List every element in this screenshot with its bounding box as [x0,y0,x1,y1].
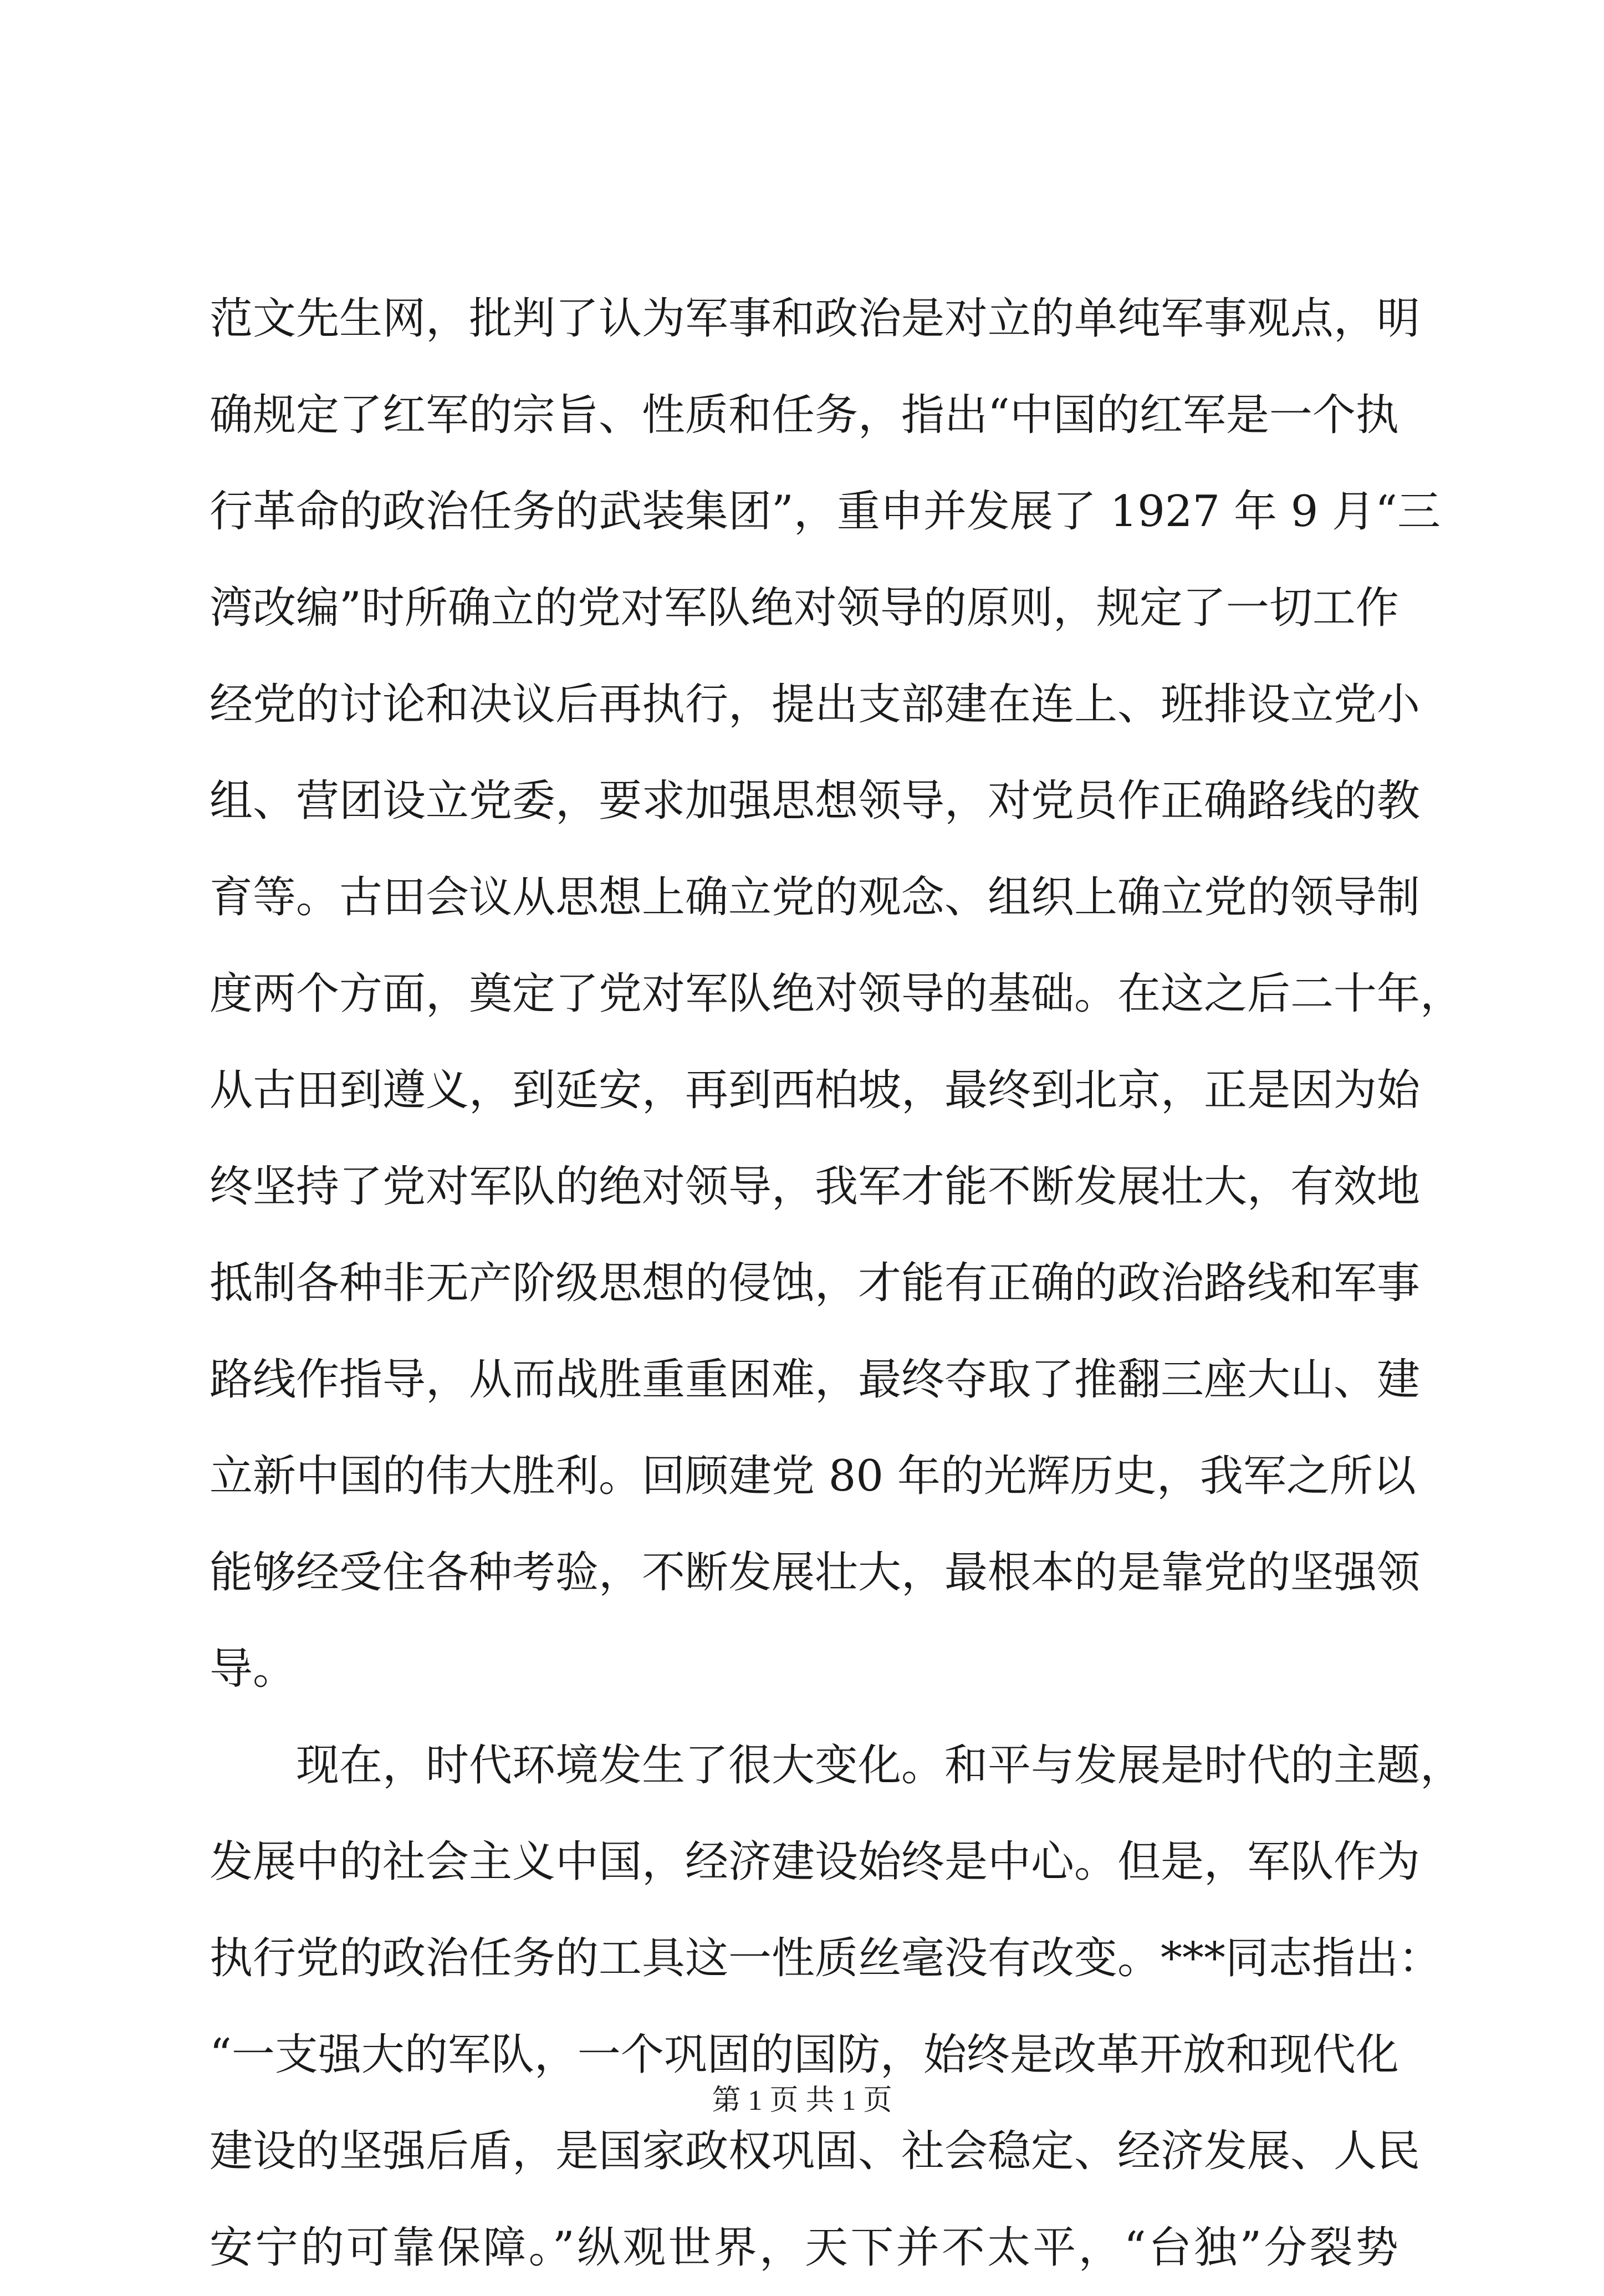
text-line: 确规定了红军的宗旨、性质和任务，指出“中国的红军是一个执 [210,390,1399,440]
text-line: 导。 [210,1644,297,1694]
paragraph-2 [210,1717,1464,2296]
page-footer [0,2081,1604,2120]
text-line: 建设的坚强后盾，是国家政权巩固、社会稳定、经济发展、人民 [210,2126,1421,2176]
text-line: 育等。古田会议从思想上确立党的观念、组织上确立党的领导制 [210,873,1421,922]
text-line: 抵制各种非无产阶级思想的侵蚀，才能有正确的政治路线和军事 [210,1258,1421,1308]
text-line: 终坚持了党对军队的绝对领导，我军才能不断发展壮大，有效地 [210,1162,1421,1212]
text-line: 行革命的政治任务的武装集团”，重申并发展了 1927 年 9 月“三 [210,487,1441,537]
page-number-label: 第 1 页 共 1 页 [712,2085,892,2116]
text-line: 从古田到遵义，到延安，再到西柏坡，最终到北京，正是因为始 [210,1065,1421,1115]
text-line: “一支强大的军队，一个巩固的国防，始终是改革开放和现代化 [210,2030,1399,2080]
paragraph-1 [210,271,1464,1717]
text-line: 范文先生网，批判了认为军事和政治是对立的单纯军事观点，明 [210,294,1421,344]
text-line: 立新中国的伟大胜利。回顾建党 80 年的光辉历史，我军之所以 [210,1451,1416,1501]
document-body [210,271,1464,2296]
text-line: 路线作指导，从而战胜重重困难，最终夺取了推翻三座大山、建 [210,1355,1421,1405]
text-line: 经党的讨论和决议后再执行，提出支部建在连上、班排设立党小 [210,680,1421,729]
text-line: 度两个方面，奠定了党对军队绝对领导的基础。在这之后二十年， [210,969,1464,1019]
text-line: 能够经受住各种考验，不断发展壮大，最根本的是靠党的坚强领 [210,1548,1421,1598]
text-line: 组、营团设立党委，要求加强思想领导，对党员作正确路线的教 [210,776,1421,826]
text-line: 湾改编”时所确立的党对军队绝对领导的原则，规定了一切工作 [210,583,1399,633]
text-line: 安宁的可靠保障。”纵观世界，天下并不太平，“台独”分裂势 [210,2223,1398,2273]
text-line: 执行党的政治任务的工具这一性质丝毫没有改变。***同志指出： [210,1933,1442,1983]
text-line: 现在，时代环境发生了很大变化。和平与发展是时代的主题， [296,1741,1464,1790]
text-line: 发展中的社会主义中国，经济建设始终是中心。但是，军队作为 [210,1837,1421,1887]
